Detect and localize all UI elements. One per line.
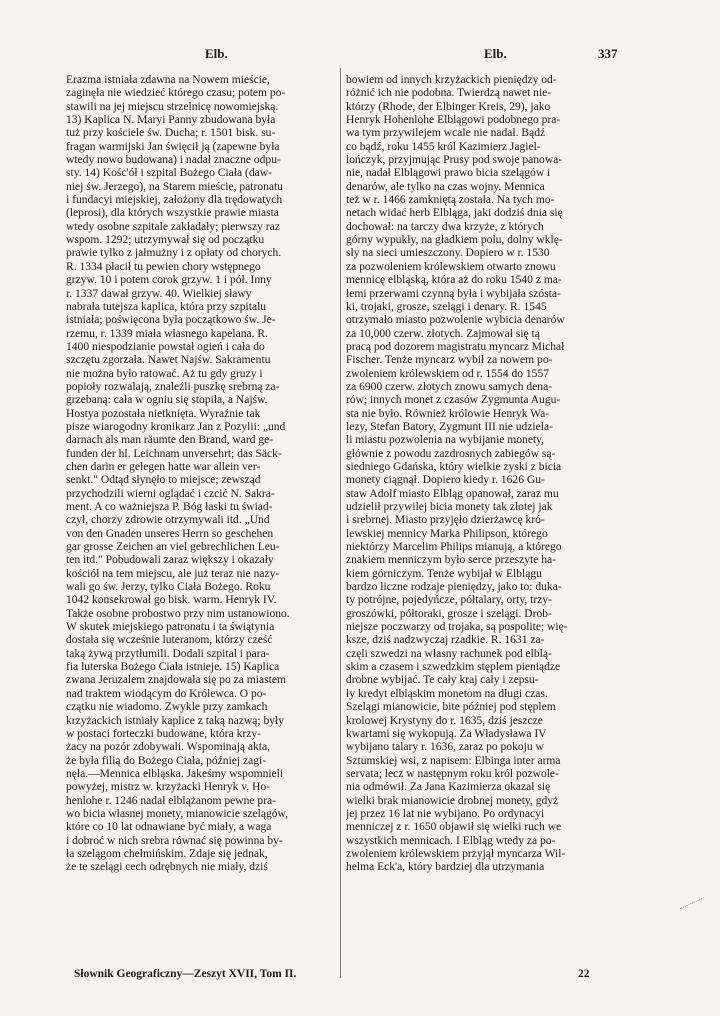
text-line: lezy, Stefan Batory, Zygmunt III nie udziela-	[346, 420, 553, 433]
text-line: chen darin er gelegen hatte war allein ver-	[66, 460, 261, 473]
text-line: nia odmówił. Za Jana Kazimierza okazał się	[346, 781, 551, 794]
text-line: sły na sieci umieszczony. Dopiero w r. 1530	[346, 247, 550, 260]
text-line: servata; lecz w następnym roku król pozwole-	[346, 767, 559, 780]
text-line: ten itd." Pobudowali zaraz większy i okazały	[66, 554, 274, 567]
text-line: monety ciągnął. Dopiero kiedy r. 1626 Gu-	[346, 474, 545, 487]
text-line: grzebaną: cała w ogniu się stopiła, a Najśw.	[66, 394, 268, 407]
text-line: ty potrójne, pojedyńcze, półtalary, orty, trzy-	[346, 594, 552, 607]
text-line: R. 1334 płacił tu pewien chory wstępnego	[66, 260, 261, 273]
left-column	[66, 74, 334, 980]
text-line: niektórzy Marcelim Philips mianują, a którego	[346, 541, 562, 554]
text-line: Fischer. Tenże myncarz wybił za nowem po-	[346, 354, 553, 367]
text-line: tuż przy kościele św. Ducha; r. 1501 bisk. su-	[66, 127, 276, 140]
text-line: Henryk Hohenlohe Elblągowi podobnego pra-	[346, 114, 561, 127]
text-line: wtedy osobne szpitale zakładały; pierwszy raz	[66, 220, 280, 233]
text-line: 13) Kaplica N. Maryi Panny zbudowana była	[66, 114, 276, 127]
text-line: ki, trojaki, grosze, szelągi i denary. R. 1545	[346, 300, 547, 313]
text-line: otrzymało miasto pozwolenie wybicia denarów	[346, 314, 565, 327]
text-line: popioły rozwalają, znaleźli puszkę srebrną za-	[66, 380, 280, 393]
text-line: i dobroć w nich srebra równać się powinna by-	[66, 834, 283, 847]
text-line: szczętu zgorzała. Nawet Najśw. Sakramentu	[66, 354, 271, 367]
text-line: że była filią do Bożego Ciała, później zagi-	[66, 754, 267, 767]
text-line: stawili na jej miejscu strzelnicę nowomiejską.	[66, 100, 279, 113]
text-line: częli szwedzi na własny rachunek pod elblą-	[346, 647, 552, 660]
text-line: za pozwoleniem królewskiem otwarto znowu	[346, 260, 556, 273]
text-line: lewskiej mennicy Marka Philipson, którego	[346, 527, 548, 540]
text-line: netach widać herb Elbląga, jaki dodziś dnia się	[346, 207, 563, 220]
text-line: zwana Jeruzalem znajdowała się po za miastem	[66, 674, 286, 687]
text-line: górny wypukły, na gładkiem polu, dolny wklę-	[346, 234, 563, 247]
text-line: Sztumskiej wsi, z napisem: Elbinga inter arma	[346, 754, 561, 767]
text-line: groszówki, półtoraki, grosze i szelągi. Drob-	[346, 607, 552, 620]
text-line: pracą pod dozorem magistratu myncarz Michał	[346, 340, 565, 353]
text-line: 1400 niespodzianie powstał ogień i cała do	[66, 340, 265, 353]
text-line: bowiem od innych krzyżackich pieniędzy od-	[346, 74, 557, 86]
text-line: różnić ich nie podobna. Twierdzą nawet nie-	[346, 87, 552, 100]
text-line: (leprosi), dla których wszystkie prawie miasta	[66, 207, 279, 220]
text-line: Szelągi mianowicie, bite później pod stęplem	[346, 701, 556, 714]
text-line: denarów, ale tylko na czas wojny. Mennica	[346, 180, 545, 193]
page-number: 337	[598, 46, 618, 61]
text-line: powyżej, mistrz w. krzyżacki Henryk v. Ho-	[66, 781, 271, 794]
text-line: w postaci forteczki budowane, która krzy-	[66, 727, 261, 740]
text-line: wspom. 1292; utrzymywał się od początku	[66, 234, 265, 247]
text-line: nabrała tutejsza kaplica, która przy szpitalu	[66, 300, 267, 313]
text-line: sty. 14) Kośc'ół i szpital Bożego Ciała (daw-	[66, 167, 272, 180]
text-line: Hostya pozostała nietknięta. Wyraźnie tak	[66, 407, 261, 420]
text-line: prawie tylko z jałmużny i z opłaty od chorych.	[66, 247, 282, 260]
text-line: dochował: na tarczy dwa krzyże, z których	[346, 220, 544, 233]
text-line: nie, nadał Elblągowi prawo bicia szelągów i	[346, 167, 551, 180]
column-divider	[340, 68, 341, 978]
text-line: rów; innych monet z czasów Zygmunta Augu-	[346, 394, 561, 407]
text-line: co bądź, roku 1455 król Kazimierz Jagiel-	[346, 140, 541, 153]
text-line: które co 10 lat odnawiane być miały, a waga	[66, 821, 272, 834]
text-line: mennicę elbląską, która aż do roku 1540 z ma-	[346, 274, 562, 287]
text-line: czątku nie wiadomo. Zwykle przy zamkach	[66, 701, 268, 714]
text-line: ły kredyt elbląskim monetom na długi czas.	[346, 687, 548, 700]
text-line: że te szelągi cech odrębnych nie miały, dziś	[66, 861, 268, 874]
text-line: taką żywą przytłumili. Dodali szpital i para-	[66, 647, 270, 660]
text-line: żacy na pozór zdobywali. Wspominają akta,	[66, 741, 271, 754]
text-line: darnach als man räumte den Brand, ward ge-	[66, 434, 274, 447]
footer-publication: Słownik Geograficzny—Zeszyt XVII, Tom II.	[74, 968, 297, 980]
text-line: zwoleniem królewskiem przyjął myncarza Wil-	[346, 847, 566, 860]
text-line: menniczej z r. 1650 objawił się wielki ruch we	[346, 821, 562, 834]
text-line: i srebrnej. Miasto przyjęło dzierżawcę kró-	[346, 514, 545, 527]
text-line: istniała; poświęcona była początkowo św. Je-	[66, 314, 276, 327]
text-line: funden der hl. Leichnam unversehrt; das Säck-	[66, 447, 282, 460]
text-line: skim a czasem i szwedzkim stęplem pieniądze	[346, 661, 561, 674]
text-line: za 10,000 czerw. złotych. Zajmował się tą	[346, 327, 540, 340]
text-line: wa tym przywilejem wcale nie nadał. Bądź	[346, 127, 546, 140]
text-line: rzemu, r. 1339 miała własnego kapelana. R.	[66, 327, 269, 340]
text-line: lończyk, przyjmując Prusy pod swoje panowa-	[346, 154, 563, 167]
text-line: znakiem menniczym było serce przeszyte ha-	[346, 554, 556, 567]
text-line: wybijano talary r. 1636, zaraz po pokoju w	[346, 741, 544, 754]
text-line: Także osobne probostwo przy nim ustanowiono.	[66, 607, 290, 620]
text-line: drobne wybijać. Te cały kraj cały i zepsu-	[346, 674, 539, 687]
text-line: kościół na tem miejscu, ale już teraz nie nazy-	[66, 567, 280, 580]
text-line: krzyżackich istniały kaplice z taką nazwą; były	[66, 714, 285, 727]
text-line: Erazma istniała zdawna na Nowem mieście,	[66, 74, 270, 86]
text-line: przychodzili wierni oglądać i czcić N. Sakra-	[66, 487, 275, 500]
text-line: fragan warmijski Jan święcił ją (zapewne była	[66, 140, 280, 153]
text-line: głównie z powodu zazdrosnych zabiegów są-	[346, 447, 556, 460]
text-line: udzielił przywilej bicia monety tak złotej jak	[346, 501, 553, 513]
text-line: wtedy nowo budowana) i nadał znaczne odpu-	[66, 154, 281, 167]
text-line: bardzo liczne rodzaje pieniędzy, jako to: duka-	[346, 581, 562, 594]
text-line: wszystkich mennicach. I Elbląg wtedy za po-	[346, 834, 556, 847]
text-line: jej przez 16 lat nie wybijano. Po ordynacyi	[346, 807, 545, 820]
text-line: wali go św. Jerzy, tylko Ciała Bożego. Roku	[66, 581, 271, 594]
text-line: którzy (Rhode, der Elbinger Kreis, 29), jako	[346, 100, 551, 113]
text-line: czył, chorzy zdrowie otrzymywali itd. „Und	[66, 514, 270, 527]
text-line: nie można było ratować. Aż tu gdy gruzy i	[66, 367, 263, 380]
text-line: wo bicia własnej monety, mianowicie szelągów,	[66, 807, 288, 820]
text-line: zwoleniem królewskiem od r. 1554 do 1557	[346, 367, 550, 380]
text-line: W skutek miejskiego patronatu i ta świątynia	[66, 621, 275, 634]
text-line: helma Eck'a, który bardziej dla utrzymania	[346, 861, 545, 874]
text-line: siedniego Gdańska, który wielkie zyski z bicia	[346, 460, 562, 473]
text-line: wielki brak mianowicie drobnej monety, gdyż	[346, 794, 559, 807]
text-line: niejsze poczwarzy od trojaka, są pospolite; wię-	[346, 621, 568, 634]
text-line: henlohe r. 1246 nadał elblążanom pewne pra-	[66, 794, 277, 807]
text-line: r. 1337 dawał grzyw. 40. Wielkiej sławy	[66, 287, 252, 300]
text-line: łemi przerwami czynną była i wybijała szósta-	[346, 287, 561, 300]
text-line: i fundacyi miejskiej, założony dla trędowatych	[66, 194, 283, 207]
right-column	[346, 74, 614, 980]
text-line: nęła.—Mennica elbląska. Jakeśmy wspomnieli	[66, 767, 284, 780]
text-line: li miastu pozwolenia na wybijanie monety,	[346, 434, 545, 447]
running-head-left: Elb.	[205, 46, 228, 61]
text-line: ła szelągom chełmińskim. Zdaje się jednak,	[66, 847, 268, 860]
text-line: krolowej Krystyny do r. 1635, dziś jeszcze	[346, 714, 543, 727]
text-line: fia luterska Bożego Ciała istnieje. 15) Kaplica	[66, 661, 280, 674]
text-line: za 6900 czerw. złotych znowu samych dena-	[346, 380, 553, 393]
text-line: von den Gnaden unseres Herrn so geschehen	[66, 527, 274, 540]
text-line: gar grosse Zeichen an viel gebrechlichen Leu-	[66, 541, 280, 554]
text-line: dostała się wcześnie luteranom, którzy cześć	[66, 634, 273, 647]
text-line: nad traktem wiodącym do Królewca. O po-	[66, 687, 267, 700]
text-line: staw Adolf miasto Elbląg opanował, zaraz mu	[346, 487, 559, 500]
footer-signature: 22	[578, 968, 590, 980]
stray-pencil-mark	[680, 897, 710, 922]
text-line: pisze wiarogodny kronikarz Jan z Pozylii: „und	[66, 420, 286, 433]
text-line: ment. A co ważniejsza P. Bóg łaski tu świad-	[66, 501, 273, 513]
text-line: sta nie było. Również królowie Henryk Wa-	[346, 407, 550, 420]
text-line: senkt." Odtąd słynęło to miejsce; zewsząd	[66, 474, 261, 487]
text-line: 1042 konsekrował go bisk. warm. Henryk IV.	[66, 594, 277, 607]
text-line: kiem górniczym. Tenże wybijał w Elblągu	[346, 567, 542, 580]
text-line: zaginęła nie wiedzieć którego czasu; potem po-	[66, 87, 286, 100]
running-head-right: Elb.	[484, 46, 507, 61]
text-line: niej św. Jerzego), na Starem mieście, patronatu	[66, 180, 283, 193]
text-line: grzyw. 10 i potem corok grzyw. 1 i pół. Inny	[66, 274, 272, 287]
text-line: też w r. 1466 zamkniętą została. Na tych mo-	[346, 194, 555, 207]
text-line: ksze, dziś nadzwyczaj rzadkie. R. 1631 za-	[346, 634, 545, 647]
text-line: kwartami się wykopują. Za Władysława IV	[346, 727, 547, 740]
